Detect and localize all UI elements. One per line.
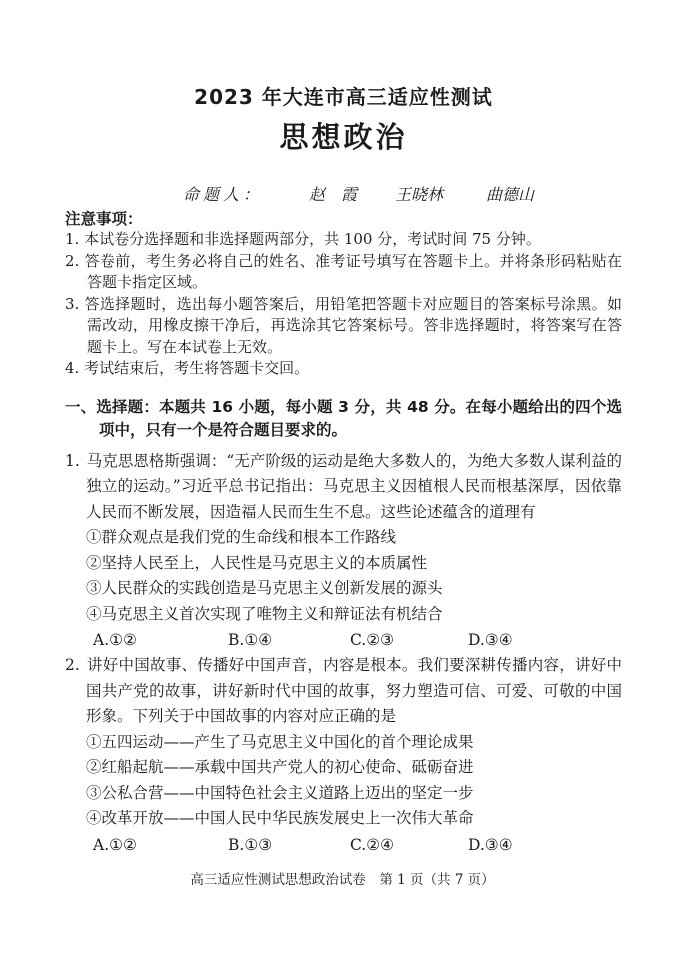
authors-line [65, 186, 622, 204]
question-choice: ②红船起航——承载中国共产党人的初心使命、砥砺奋进 [86, 758, 474, 776]
notice-item: 1. 本试卷分选择题和非选择题两部分，共 100 分，考试时间 75 分钟。 [65, 230, 541, 248]
option-a: A.①② [93, 631, 137, 649]
author-name: 曲德山 [486, 185, 535, 204]
answer-options-row [65, 832, 622, 858]
question-choice: ①群众观点是我们党的生命线和根本工作路线 [86, 528, 397, 546]
option-d: D.③④ [468, 631, 513, 649]
answer-options-row [65, 627, 622, 653]
author-name: 赵 霞 [309, 185, 358, 204]
question-choice: ③人民群众的实践创造是马克思主义创新发展的源头 [86, 579, 443, 597]
option-c: C.②③ [350, 631, 395, 649]
question-choice: ②坚持人民至上，人民性是马克思主义的本质属性 [86, 553, 428, 572]
question-choice: ④马克思主义首次实现了唯物主义和辩证法有机结合 [86, 604, 443, 623]
option-c: C.②④ [350, 835, 395, 854]
question-choice: ①五四运动——产生了马克思主义中国化的首个理论成果 [86, 732, 474, 751]
question-stem-text: 讲好中国故事、传播好中国声音，内容是根本。我们要深耕传播内容，讲好中国共产党的故事，讲好新时代中国的故事，努力塑造可信、可爱、可敬的中国形象。下列关于中国故事的内容对应正确的是 [86, 656, 622, 725]
question-number: 1. [65, 451, 80, 470]
exam-subject-title: 思想政治 [279, 120, 408, 154]
question-stem [65, 653, 622, 730]
notice-item: 3. 答选择题时，选出每小题答案后，用铅笔把答题卡对应题目的答案标号涂黑。如需改动，用橡皮擦干净后，再选涂其它答案标号。答非选择题时，将答案写在答题卡上。写在本试卷上无效。 [65, 294, 622, 356]
notice-item: 4. 考试结束后，考生将答题卡交回。 [65, 359, 310, 377]
question-1 [65, 449, 622, 654]
option-a: A.①② [93, 835, 137, 854]
author-name: 王晓林 [395, 185, 444, 204]
notice-item: 2. 答卷前，考生务必将自己的姓名、准考证号填写在答题卡上。并将条形码粘贴在答题卡指定区域。 [65, 251, 622, 291]
question-choice: ④改革开放——中国人民中华民族发展史上一次伟大革命 [86, 809, 474, 827]
authors-label: 命题人： [183, 185, 264, 204]
option-b: B.①③ [228, 835, 273, 854]
option-b: B.①④ [228, 631, 273, 649]
option-d: D.③④ [468, 835, 513, 854]
page-footer: 高三适应性测试思想政治试卷 第 1 页（共 7 页） [190, 872, 495, 888]
page-content [65, 86, 622, 858]
question-2 [65, 653, 622, 858]
section-heading: 一、选择题：本题共 16 小题，每小题 3 分，共 48 分。在每小题给出的四个选项中，只有一个是符合题目要求的。 [65, 397, 622, 439]
question-number: 2. [65, 656, 80, 674]
exam-title: 2023 年大连市高三适应性测试 [194, 85, 493, 109]
question-stem [65, 449, 622, 526]
notice-heading: 注意事项： [65, 210, 143, 228]
question-choice: ③公私合营——中国特色社会主义道路上迈出的坚定一步 [86, 783, 474, 802]
question-stem-text: 马克思恩格斯强调：“无产阶级的运动是绝大多数人的，为绝大多数人谋利益的独立的运动。”习近平总书记指出：马克思主义因植根人民而根基深厚，因依靠人民而不断发展，因造福人民而生生不息。这些论述蕴含的道理有 [86, 451, 622, 521]
